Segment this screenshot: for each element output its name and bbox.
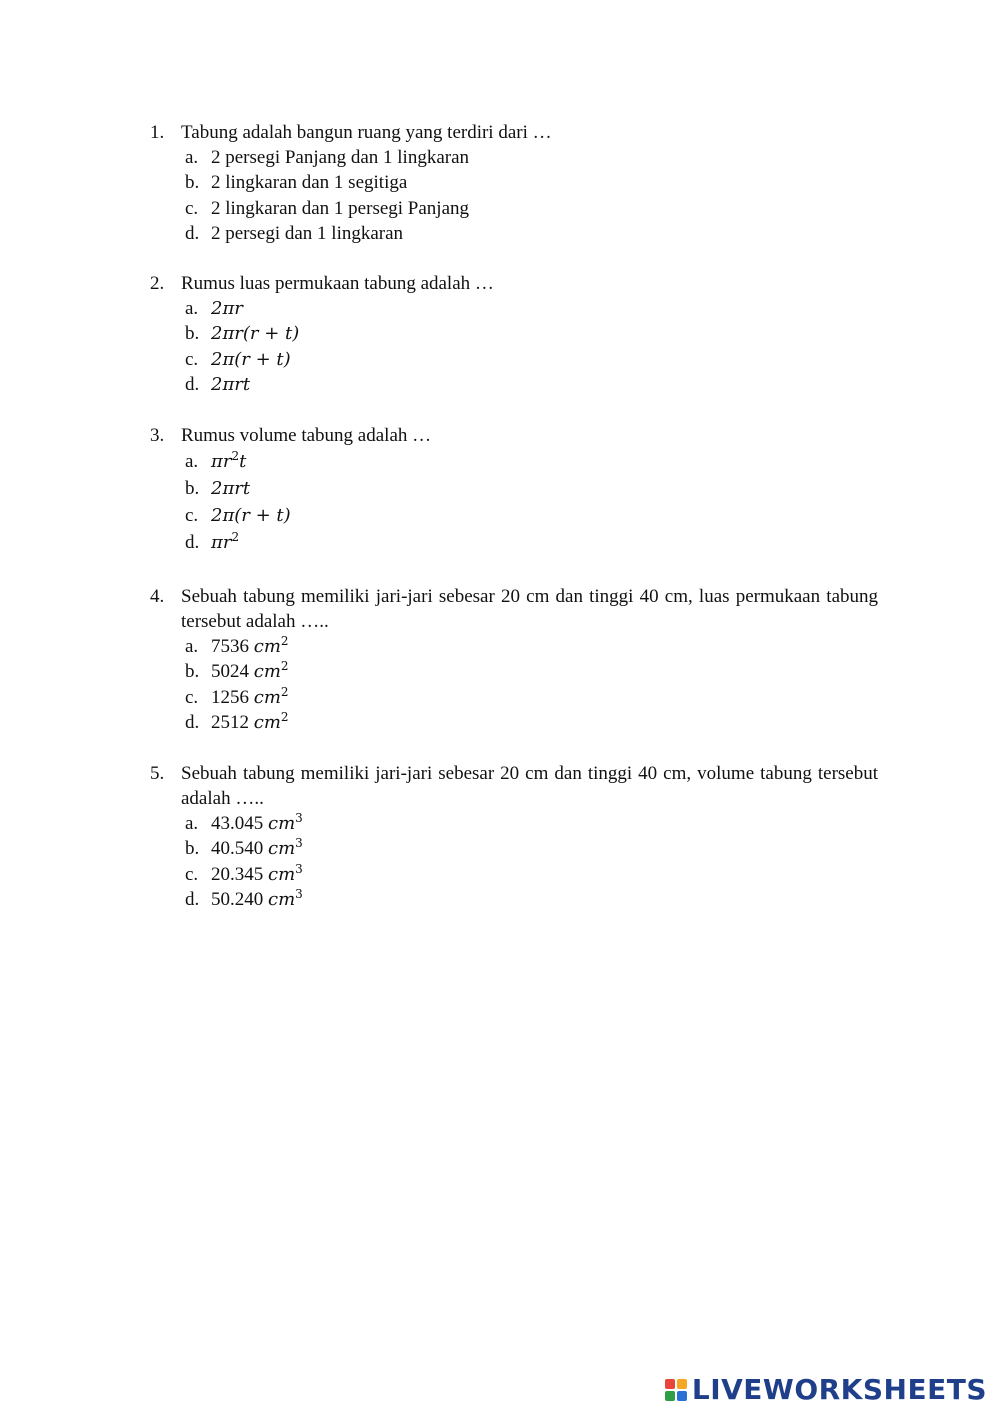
option-d[interactable]: d. $\pi r^2$ — [181, 529, 878, 556]
option-text: 2 persegi Panjang dan 1 lingkaran — [211, 147, 470, 169]
question-text: Tabung adalah bangun ruang yang terdiri dari … — [181, 122, 552, 143]
option-value: 43.045 — [211, 813, 268, 835]
option-b[interactable]: b. 2 lingkaran dan 1 segitiga — [185, 172, 408, 194]
option-c[interactable]: c. 2 lingkaran dan 1 persegi Panjang — [185, 197, 470, 219]
option-formula: $\pi r^2$ — [211, 530, 240, 553]
option-a[interactable]: a. 2 persegi Panjang dan 1 lingkaran — [185, 147, 470, 169]
option-value: 1256 — [211, 686, 254, 708]
option-formula: 2π(r + t) — [211, 505, 291, 526]
option-value: 50.240 — [211, 889, 268, 911]
option-a[interactable]: a. $\pi r^2t$ — [181, 448, 878, 475]
liveworksheets-logo-icon — [665, 1379, 687, 1401]
option-text: 2 lingkaran dan 1 segitiga — [211, 172, 408, 194]
option-text: 2 lingkaran dan 1 persegi Panjang — [211, 197, 470, 219]
question-text: Rumus luas permukaan tabung adalah … — [181, 273, 494, 294]
option-formula: 2π(r + t) — [211, 348, 291, 370]
option-b[interactable]: b. 2πrt — [181, 475, 878, 502]
option-a[interactable]: a. 7536 $cm^2$ — [185, 634, 289, 658]
question-number: 5. — [150, 763, 165, 784]
option-unit: $cm^2$ — [253, 710, 289, 734]
liveworksheets-logo — [665, 1373, 987, 1406]
option-d[interactable]: d. 50.240 $cm^3$ — [185, 887, 303, 911]
question-number: 3. — [150, 425, 165, 446]
option-formula: 2πrt — [211, 374, 251, 396]
option-formula: $\pi r^2t$ — [211, 449, 247, 472]
question-5 — [150, 761, 878, 912]
option-value: 5024 — [211, 661, 254, 683]
logo-square — [665, 1391, 675, 1401]
option-text: 2 persegi dan 1 lingkaran — [211, 223, 404, 245]
option-b[interactable]: b. 2πr(r + t) — [185, 323, 300, 345]
question-number: 2. — [150, 273, 165, 294]
option-formula: 2πr — [211, 298, 243, 320]
option-unit: $cm^3$ — [268, 811, 303, 835]
question-2 — [150, 271, 878, 397]
option-formula: 2πr(r + t) — [211, 323, 300, 345]
option-d[interactable]: d. 2512 $cm^2$ — [185, 710, 289, 734]
option-a[interactable]: a. 2πr — [185, 298, 243, 320]
option-value: 40.540 — [211, 838, 268, 860]
option-c[interactable]: c. 1256 $cm^2$ — [185, 684, 289, 708]
question-4 — [150, 584, 878, 735]
option-unit: $cm^3$ — [268, 861, 303, 885]
question-3 — [150, 423, 878, 556]
option-value: 7536 — [211, 636, 254, 658]
option-b[interactable]: b. 40.540 $cm^3$ — [185, 836, 303, 860]
option-unit: $cm^3$ — [268, 836, 303, 860]
logo-square — [677, 1391, 687, 1401]
question-text: Rumus volume tabung adalah … — [181, 425, 432, 446]
option-value: 2512 — [211, 712, 254, 734]
question-text: Sebuah tabung memiliki jari-jari sebesar 20 cm dan tinggi 40 cm, volume tabung tersebut adalah ….. — [181, 763, 878, 809]
option-formula: 2πrt — [211, 478, 251, 499]
logo-square — [677, 1379, 687, 1389]
option-unit: $cm^2$ — [253, 659, 289, 683]
question-number: 4. — [150, 586, 165, 607]
option-c[interactable]: c. 2π(r + t) — [185, 348, 291, 370]
option-a[interactable]: a. 43.045 $cm^3$ — [185, 811, 303, 835]
option-c[interactable]: c. 20.345 $cm^3$ — [185, 861, 303, 885]
option-value: 20.345 — [211, 863, 268, 885]
question-1 — [150, 120, 878, 246]
option-unit: $cm^3$ — [268, 887, 303, 911]
option-d[interactable]: d. 2 persegi dan 1 lingkaran — [185, 223, 404, 245]
option-unit: $cm^2$ — [253, 684, 289, 708]
logo-text: LIVEWORKSHEETS — [691, 1373, 987, 1406]
question-number: 1. — [150, 122, 165, 143]
logo-square — [665, 1379, 675, 1389]
option-b[interactable]: b. 5024 $cm^2$ — [185, 659, 289, 683]
option-d[interactable]: d. 2πrt — [185, 374, 251, 396]
question-text: Sebuah tabung memiliki jari-jari sebesar 20 cm dan tinggi 40 cm, luas permukaan tabung tersebut adalah ….. — [181, 586, 878, 632]
option-unit: $cm^2$ — [253, 634, 289, 658]
option-c[interactable]: c. 2π(r + t) — [181, 502, 878, 529]
